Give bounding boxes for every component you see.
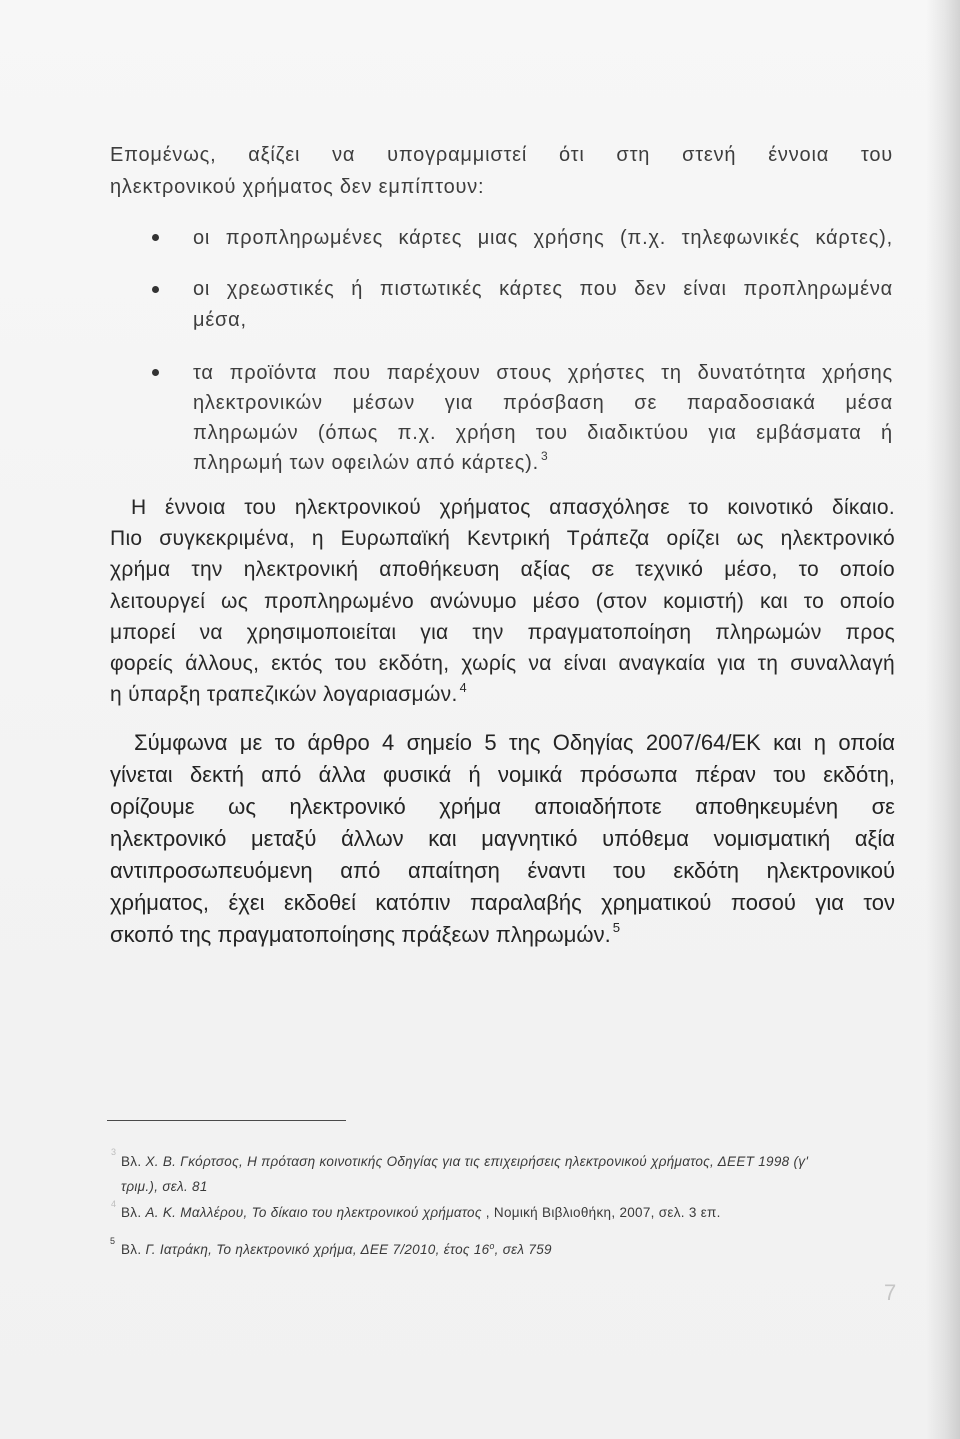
bullet-line: οι προπληρωμένες κάρτες μιας χρήσης (π.χ. τηλεφωνικές κάρτες), bbox=[193, 227, 893, 249]
footnote-marker: 5 bbox=[110, 1236, 116, 1246]
footnote-publisher: , Νομική Βιβλιοθήκη, 2007, σελ. 3 επ. bbox=[485, 1205, 721, 1220]
footnote-citation: Α. Κ. Μαλλέρου, Το δίκαιο του ηλεκτρονικού χρήματος bbox=[145, 1205, 482, 1220]
bullet-item bbox=[193, 274, 893, 336]
paragraph-line-text: σκοπό της πραγματοποίησης πράξεων πληρωμών. bbox=[110, 922, 611, 947]
footnote-line bbox=[121, 1204, 721, 1222]
footnote-label: Βλ. bbox=[121, 1205, 142, 1220]
footnote-marker: 4 bbox=[111, 1199, 117, 1209]
bullet-marker bbox=[152, 286, 159, 293]
paragraph-line: αντιπροσωπευόμενη από απαίτηση έναντι του εκδότη ηλεκτρονικού bbox=[110, 858, 895, 883]
page-number: 7 bbox=[884, 1280, 897, 1305]
footnote-reference: 3 bbox=[540, 449, 549, 463]
paragraph-line: μπορεί να χρησιμοποιείται για την πραγματοποίηση πληρωμών προς bbox=[110, 620, 895, 644]
paragraph-line bbox=[110, 919, 895, 951]
footnote-citation-text: Γ. Ιατράκη, Το ηλεκτρονικό χρήμα, ΔΕΕ 7/2010, έτος 16 bbox=[145, 1242, 490, 1257]
bullet-line: πληρωμών (όπως π.χ. χρήση του διαδικτύου για εμβάσματα ή bbox=[193, 422, 893, 444]
bullet-item bbox=[193, 358, 893, 478]
paragraph-line: γίνεται δεκτή από άλλα φυσικά ή νομικά πρόσωπα πέραν του εκδότη, bbox=[110, 762, 895, 787]
paragraph-line: λειτουργεί ως προπληρωμένο ανώνυμο μέσο (στον κομιστή) και το οποίο bbox=[110, 589, 895, 613]
directive-definition-paragraph bbox=[110, 727, 895, 951]
footnote-reference: 5 bbox=[612, 920, 621, 936]
intro-line: ηλεκτρονικού χρήματος δεν εμπίπτουν: bbox=[110, 176, 485, 198]
bullet-line: τα προϊόντα που παρέχουν στους χρήστες τη δυνατότητα χρήσης bbox=[193, 362, 893, 384]
footnote-citation: Χ. Β. Γκόρτσος, Η πρόταση κοινοτικής Οδηγίας για τις επιχειρήσεις ηλεκτρονικού χρήματος, ΔΕΕΤ 1998 (γ' bbox=[145, 1154, 809, 1169]
footnote-label: Βλ. bbox=[121, 1154, 142, 1169]
ecb-definition-paragraph bbox=[110, 492, 895, 710]
footnote-line bbox=[121, 1241, 552, 1259]
bullet-marker bbox=[152, 369, 159, 376]
bullet-line bbox=[193, 448, 893, 478]
paragraph-line: Πιο συγκεκριμένα, η Ευρωπαϊκή Κεντρική Τράπεζα ορίζει ως ηλεκτρονικό bbox=[110, 527, 895, 551]
paragraph-line: χρήμα την ηλεκτρονική αποθήκευση αξίας σε τεχνικό μέσο, το οποίο bbox=[110, 558, 895, 582]
paragraph-line-text: η ύπαρξη τραπεζικών λογαριασμών. bbox=[110, 683, 458, 707]
bullet-line: ηλεκτρονικών μέσων για πρόσβαση σε παραδοσιακά μέσα bbox=[193, 392, 893, 414]
paragraph-line bbox=[110, 679, 895, 710]
bullet-item bbox=[193, 222, 893, 254]
scan-edge-shadow bbox=[926, 0, 960, 1439]
paragraph-line: χρήματος, έχει εκδοθεί κατόπιν παραλαβής χρηματικού ποσού για τον bbox=[110, 890, 895, 915]
bullet-line: οι χρεωστικές ή πιστωτικές κάρτες που δεν είναι προπληρωμένα bbox=[193, 278, 893, 300]
paragraph-line: φορείς άλλους, εκτός του εκδότη, χωρίς να είναι αναγκαία για τη συναλλαγή bbox=[110, 651, 895, 675]
footnote-line bbox=[121, 1153, 808, 1171]
ordinal-indicator: ο bbox=[489, 1240, 495, 1251]
footnote-line: τριμ.), σελ. 81 bbox=[121, 1179, 208, 1194]
footnote-citation-page: , σελ 759 bbox=[494, 1242, 552, 1257]
paragraph-line: ορίζουμε ως ηλεκτρονικό χρήμα αποιαδήποτε αποθηκευμένη σε bbox=[110, 794, 895, 819]
paragraph-line: ηλεκτρονικό μεταξύ άλλων και μαγνητικό υπόθεμα νομισματική αξία bbox=[110, 826, 895, 851]
footnote-marker: 3 bbox=[111, 1147, 117, 1157]
intro-paragraph bbox=[110, 139, 893, 203]
footnote-label: Βλ. bbox=[121, 1242, 142, 1257]
bullet-line-text: πληρωμή των οφειλών από κάρτες). bbox=[193, 452, 539, 474]
footnote-reference: 4 bbox=[459, 680, 467, 695]
bullet-line: μέσα, bbox=[193, 309, 247, 331]
bullet-marker bbox=[152, 234, 159, 241]
paragraph-line: Σύμφωνα με το άρθρο 4 σημείο 5 της Οδηγίας 2007/64/ΕΚ και η οποία bbox=[134, 730, 895, 755]
footnote-citation bbox=[145, 1242, 551, 1257]
paragraph-line: Η έννοια του ηλεκτρονικού χρήματος απασχόλησε το κοινοτικό δίκαιο. bbox=[131, 496, 895, 519]
intro-line: Επομένως, αξίζει να υπογραμμιστεί ότι στη στενή έννοια του bbox=[110, 144, 893, 166]
footnote-separator bbox=[107, 1120, 346, 1121]
